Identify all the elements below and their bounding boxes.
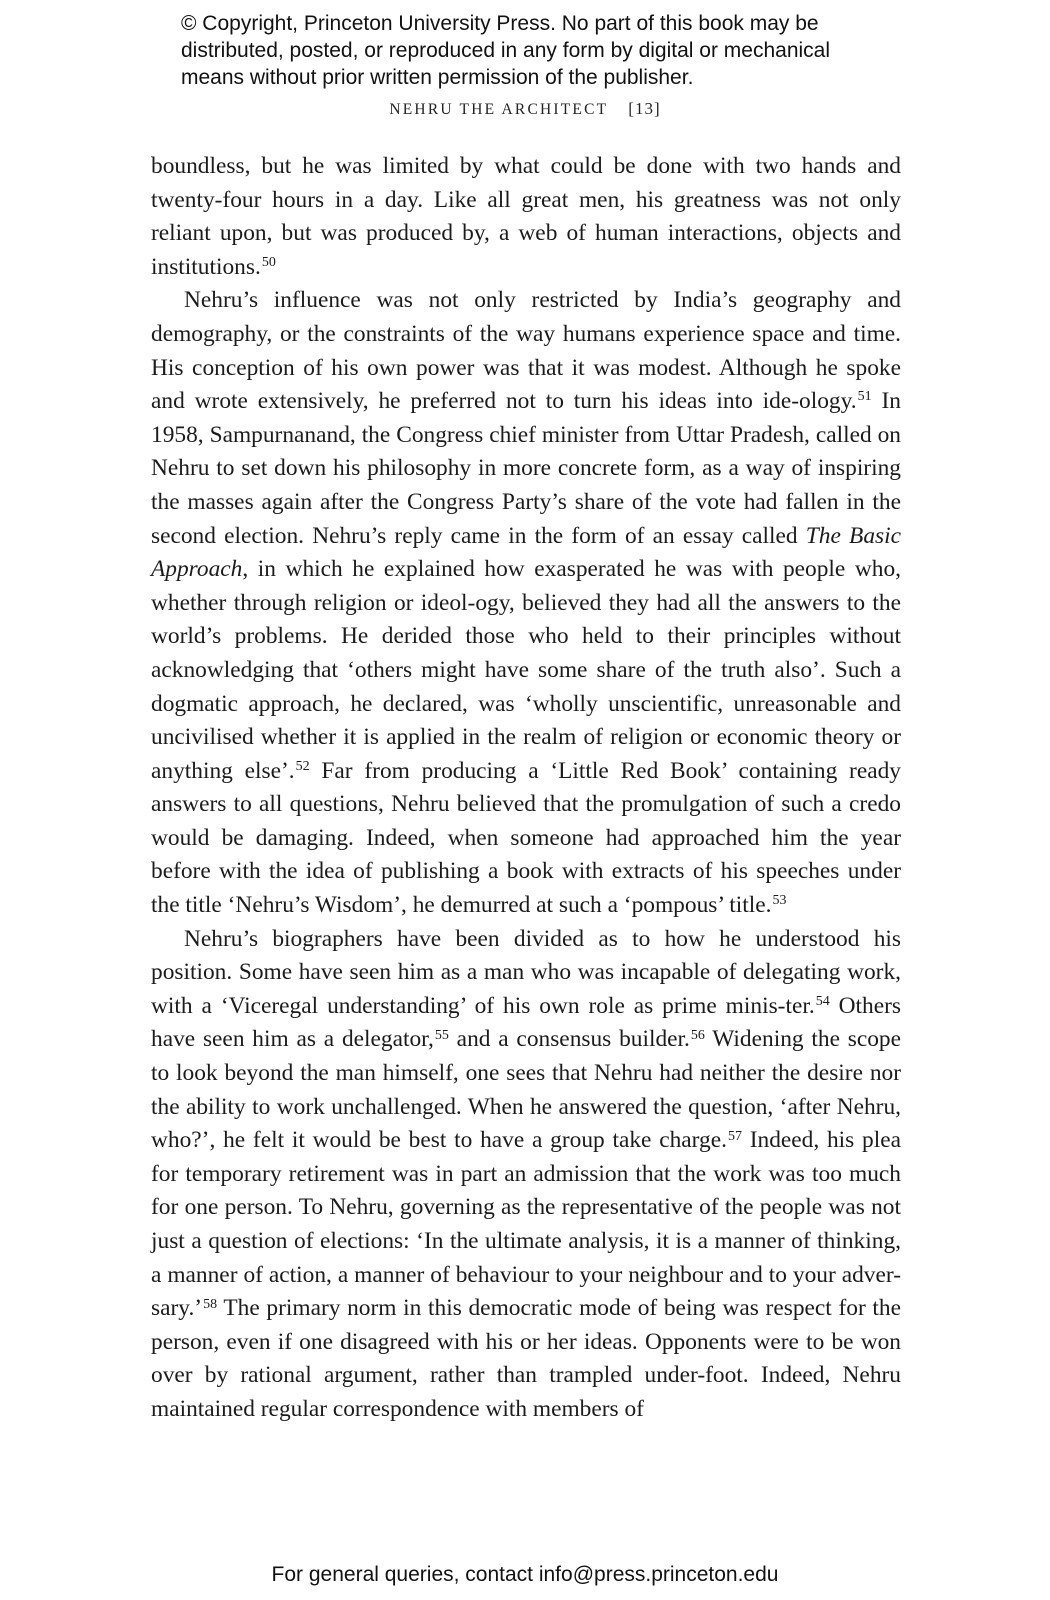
text-run: Indeed, his plea for temporary retirement was in part an admission that the work was too much for one person. To Nehru, governing as the representative of the people was not just a question of elections: ‘In the ultimate analysis, it is a manner of thinking, a manner of action, a manner of behaviour to your neighbour and to your adver-sary.’ xyxy=(151,1127,901,1322)
running-head-title: NEHRU THE ARCHITECT xyxy=(389,101,609,118)
text-run: , in which he explained how exasperated he was with people who, whether through religion or ideol-ogy, believed they had all the answers to the world’s problems. He derided those who held to their principles without acknowledging that ‘others might have some share of the truth also’. Such a dogmatic approach, he declared, was ‘wholly unscientific, unreasonable and uncivilised whether it is applied in the realm of religion or economic theory or anything else’. xyxy=(151,556,901,784)
text-run: and a consensus builder. xyxy=(448,1026,690,1053)
copyright-line: means without prior written permission of the publisher. xyxy=(181,66,694,89)
copyright-line: distributed, posted, or reproduced in any form by digital or mechanical xyxy=(181,39,831,62)
footnote-ref: 53 xyxy=(772,893,787,909)
footnote-ref: 50 xyxy=(261,255,276,271)
footer-contact: For general queries, contact info@press.princeton.edu xyxy=(271,1563,779,1586)
text-run: The primary norm in this democratic mode of being was respect for the person, even if one disagreed with his or her ideas. Opponents were to be won over by rational argument, rather than trampled under-foot. Indeed, Nehru maintained regular correspondence with members of xyxy=(151,1295,901,1422)
copyright-line: © Copyright, Princeton University Press. No part of this book may be xyxy=(181,12,819,35)
footnote-ref: 51 xyxy=(857,389,872,405)
text-run: Widening the scope to look beyond the man himself, one sees that Nehru had neither the desire nor the ability to work unchallenged. When he answered the question, ‘after Nehru, who?’, he felt it would be best to have a group take charge. xyxy=(151,1026,902,1154)
text-run: Nehru’s influence was not only restricted by India’s geography and demography, or the constraints of the way humans experience space and time. His conception of his own power was that it was modest. Although he spoke and wrote extensively, he preferred not to turn his ideas into ide-ology. xyxy=(151,287,901,415)
running-head xyxy=(0,99,1050,119)
text-run: boundless, but he was limited by what could be done with two hands and twenty-four hours in a day. Like all great men, his greatness was not only reliant upon, but was produced by, a web of human interactions, objects and institutions. xyxy=(151,153,901,280)
footnote-ref: 57 xyxy=(727,1128,742,1144)
italic-title: The Basic Approach xyxy=(151,522,901,583)
paragraph xyxy=(151,923,901,1427)
text-run: Nehru’s biographers have been divided as to how he understood his position. Some have seen him as a man who was incapable of delegating work, with a ‘Viceregal understanding’ of his own role as prime minis-ter. xyxy=(151,925,901,1019)
text-run: Others have seen him as a delegator, xyxy=(151,992,902,1053)
footnote-ref: 58 xyxy=(203,1296,218,1312)
text-run: Far from producing a ‘Little Red Book’ containing ready answers to all questions, Nehru believed that the promulgation of such a credo would be damaging. Indeed, when someone had approached him the year before with the idea of publishing a book with extracts of his speeches under the title ‘Nehru’s Wisdom’, he demurred at such a ‘pompous’ title. xyxy=(151,757,901,919)
body-text xyxy=(151,150,901,1427)
footnote-ref: 56 xyxy=(690,1027,705,1043)
footnote-ref: 54 xyxy=(815,994,830,1010)
text-run: In 1958, Sampurnanand, the Congress chief minister from Uttar Pradesh, called on Nehru to set down his philosophy in more concrete form, as a way of inspiring the masses again after the Congress Party’s share of the vote had fallen in the second election. Nehru’s reply came in the form of an essay called xyxy=(151,388,901,549)
paragraph xyxy=(151,284,901,922)
footnote-ref: 52 xyxy=(295,759,310,774)
copyright-notice xyxy=(181,10,941,91)
paragraph xyxy=(151,150,901,284)
footnote-ref: 55 xyxy=(434,1027,449,1043)
page-number: [13] xyxy=(628,99,661,118)
